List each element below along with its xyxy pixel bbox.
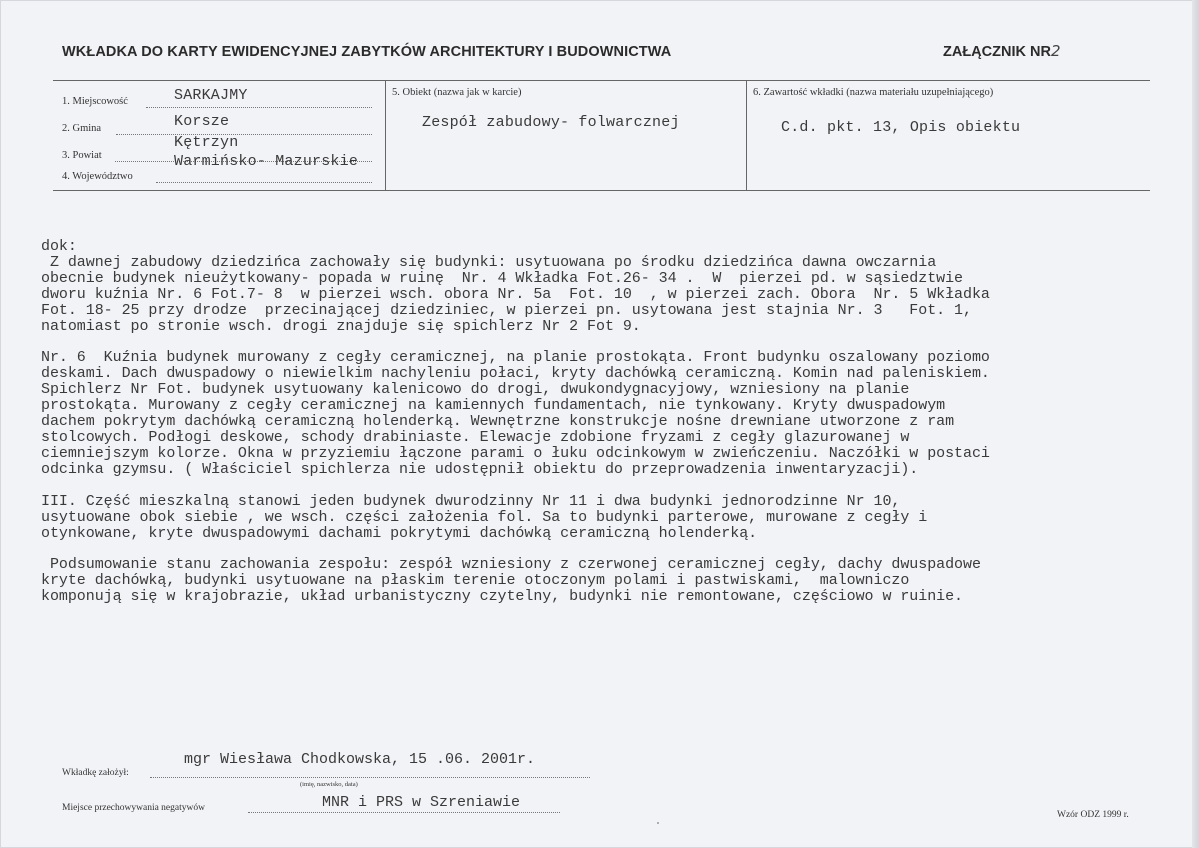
text-line: prostokąta. Murowany z cegły ceramicznej na kamiennych fundamentach, nie tynkowany. Kryty dwuspadowym (41, 397, 946, 415)
zawartosc-label: 6. Zawartość wkładki (nazwa materiału uzupełniającego) (753, 87, 994, 98)
text-line: deskami. Dach dwuspadowy o niewielkim nachyleniu połaci, kryty dachówką ceramiczną. Komin nad paleniskiem. (41, 365, 990, 383)
zawartosc-value: C.d. pkt. 13, Opis obiektu (781, 119, 1021, 136)
column-divider (385, 80, 386, 190)
founder-hint: (imię, nazwisko, data) (300, 781, 358, 788)
text-line: Fot. 18- 25 przy drodze przecinającej dziedziniec, w pierzei pn. usytowana jest stajnia Nr. 3 Fot. 1, (41, 301, 972, 319)
powiat-label: 3. Powiat (62, 150, 102, 161)
gmina-label: 2. Gmina (62, 123, 102, 134)
text-line: dok: (41, 238, 77, 255)
text-line: obecnie budynek nieużytkowany- popada w ruinę Nr. 4 Wkładka Fot.26- 34 . W pierzei pd. w sąsiedztwie (41, 269, 964, 287)
text-line: otynkowane, kryte dwuspadowymi dachami pokrytymi dachówką ceramiczną holenderką. (41, 524, 758, 542)
storage-line (248, 812, 560, 813)
template-version: Wzór ODZ 1999 r. (1057, 810, 1129, 820)
text-line: kryte dachówką, budynki usytuowane na płaskim terenie otoczonym polami i pastwiskami, malowniczo (41, 572, 910, 590)
wojewodztwo-value: Warmińsko- Mazurskie (174, 153, 359, 170)
paper-speck (657, 822, 659, 824)
attachment-number (943, 42, 1060, 60)
paragraph-gap (41, 541, 1151, 557)
miejscowosc-label: 1. Miejscowość (62, 96, 128, 107)
text-line: dachem pokrytym dachówką ceramiczną holenderką. Wewnętrzne konstrukcje nośne drewniane utworzone z ram (41, 413, 955, 431)
wojewodztwo-label: 4. Województwo (62, 171, 133, 182)
attachment-number-value: 2 (1050, 42, 1061, 60)
gmina-line (116, 134, 372, 135)
text-line: usytuowane obok siebie , we wsch. części założenia fol. Sa to budynki parterowe, murowane z cegły i (41, 508, 928, 526)
miejscowosc-line (146, 107, 372, 108)
miejscowosc-value: SARKAJMY (174, 87, 248, 104)
text-line: natomiast po stronie wsch. drogi znajduje się spichlerz Nr 2 Fot 9. (41, 317, 641, 335)
text-line: stolcowych. Podłogi deskowe, schody drabiniaste. Elewacje zdobione fryzami z cegły glazurowanej w (41, 428, 910, 446)
founder-line (150, 777, 590, 778)
text-line: Podsumowanie stanu zachowania zespołu: zespół wzniesiony z czerwonej ceramicznej cegły, dachy dwuspadowe (41, 556, 981, 574)
form-title: WKŁADKA DO KARTY EWIDENCYJNEJ ZABYTKÓW ARCHITEKTURY I BUDOWNICTWA (62, 44, 672, 60)
founder-label: Wkładkę założył: (62, 768, 129, 778)
text-line: ciemniejszym kolorze. Okna w przyziemiu łączone parami o łuku odcinkowym w zwieńczeniu. Naczółki w postaci (41, 444, 990, 462)
text-line: komponują się w krajobrazie, układ urbanistyczny czytelny, budynki nie remontowane, częściowo w ruinie. (41, 588, 964, 606)
founder-value: mgr Wiesława Chodkowska, 15 .06. 2001r. (184, 751, 536, 768)
column-divider (746, 80, 747, 190)
text-line: Nr. 6 Kuźnia budynek murowany z cegły ceramicznej, na planie prostokąta. Front budynku oszalowany poziomo (41, 349, 990, 367)
obiekt-value: Zespół zabudowy- folwarcznej (422, 114, 680, 131)
text-line: Z dawnej zabudowy dziedzińca zachowały się budynki: usytuowana po środku dziedzińca dawna owczarnia (41, 253, 937, 271)
text-line: odcinka gzymsu. ( Właściciel spichlerza nie udostępnił obiektu do przeprowadzenia inwentaryzacji). (41, 460, 919, 478)
storage-label: Miejsce przechowywania negatywów (62, 803, 205, 813)
description-text (41, 239, 1151, 605)
text-line: Spichlerz Nr Fot. budynek usytuowany kalenicowo do drogi, dwukondygnacyjowy, wzniesiony na planie (41, 381, 910, 399)
page-edge (1192, 0, 1199, 848)
obiekt-label: 5. Obiekt (nazwa jak w karcie) (392, 87, 522, 98)
paragraph-gap (41, 478, 1151, 494)
attachment-label: ZAŁĄCZNIK NR (943, 44, 1051, 60)
gmina-value: Korsze (174, 113, 230, 130)
text-line: dworu kuźnia Nr. 6 Fot.7- 8 w pierzei wsch. obora Nr. 5a Fot. 10 , w pierzei zach. Obora Nr. 5 Wkładka (41, 285, 990, 303)
storage-value: MNR i PRS w Szreniawie (322, 794, 521, 811)
wojewodztwo-line (156, 182, 372, 183)
text-line: III. Część mieszkalną stanowi jeden budynek dwurodzinny Nr 11 i dwa budynki jednorodzinne Nr 10, (41, 492, 901, 510)
paragraph-gap (41, 334, 1151, 350)
powiat-value: Kętrzyn (174, 134, 239, 151)
